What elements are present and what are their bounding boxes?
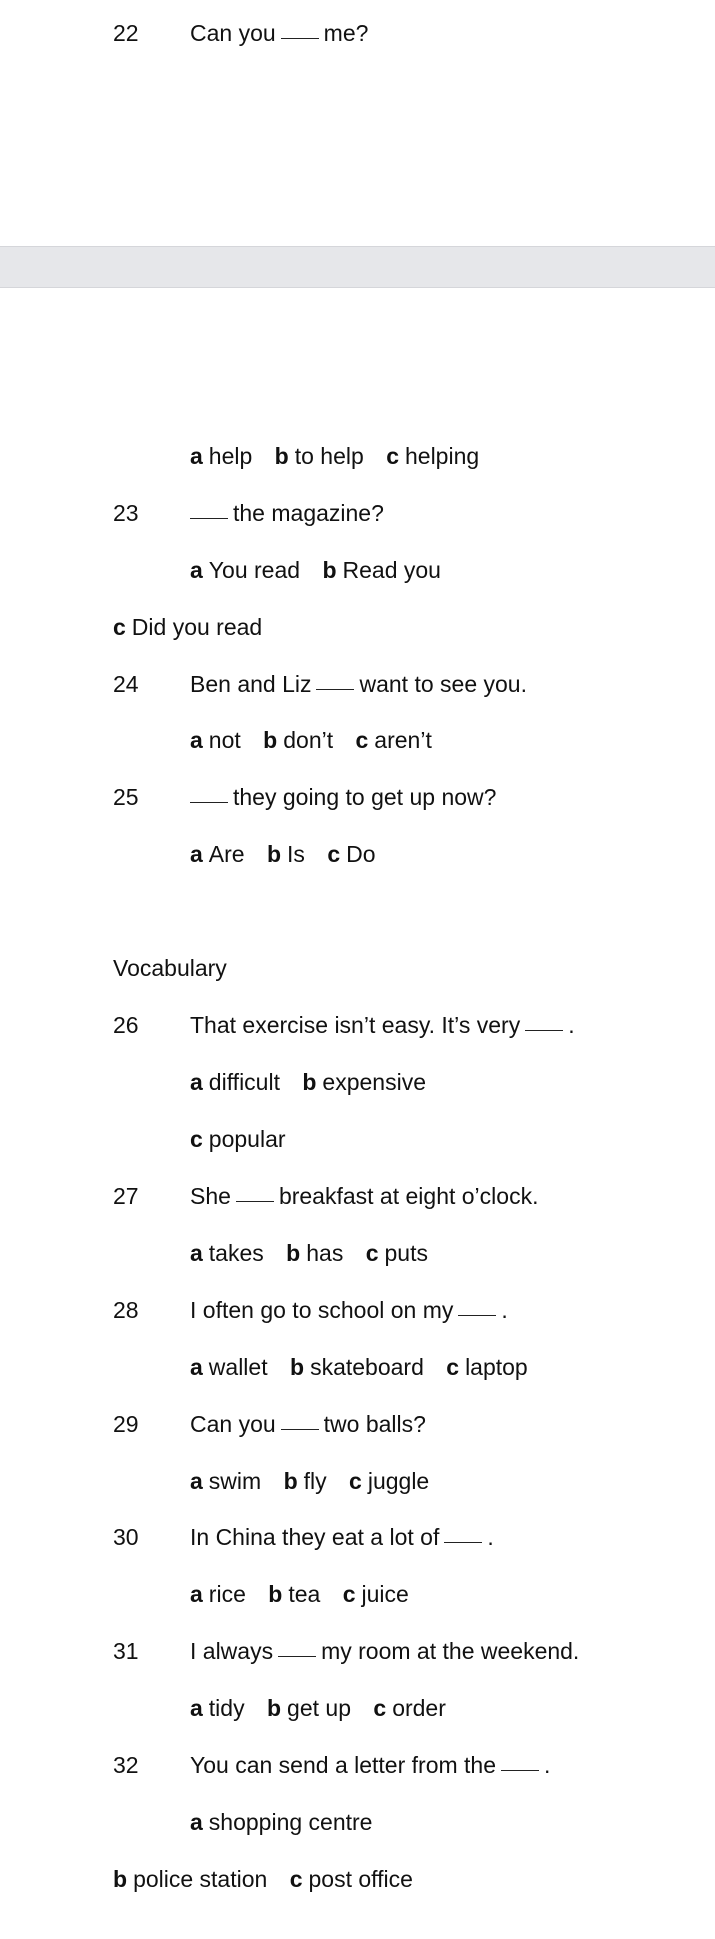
option-a: a takes (190, 1240, 264, 1266)
answer-blank (190, 801, 228, 803)
option-c: c aren’t (355, 727, 432, 753)
answer-blank (525, 1029, 563, 1031)
answer-blank (281, 1428, 319, 1430)
option-list (190, 834, 392, 874)
option-b: b to help (274, 443, 364, 469)
options-29 (0, 1461, 715, 1501)
answer-blank (281, 37, 319, 39)
question-number: 23 (113, 500, 139, 526)
option-a: a Are (190, 841, 245, 867)
option-a: a You read (190, 557, 301, 583)
option-c: c post office (289, 1866, 413, 1892)
option-list (190, 1347, 544, 1387)
option-list (190, 1802, 388, 1842)
answer-blank (444, 1541, 482, 1543)
question-number: 32 (113, 1752, 139, 1778)
option-b: b fly (283, 1468, 327, 1494)
option-b: b Is (266, 841, 305, 867)
options-32-continued (0, 1859, 715, 1899)
question-number: 29 (113, 1411, 139, 1437)
question-number: 31 (113, 1638, 139, 1664)
option-a: a help (190, 443, 253, 469)
question-text: She breakfast at eight o’clock. (190, 1183, 539, 1209)
answer-blank (316, 688, 354, 690)
question-26 (0, 1005, 715, 1045)
option-c: c helping (386, 443, 480, 469)
question-text: they going to get up now? (190, 777, 496, 817)
question-25 (0, 777, 715, 817)
option-b: b expensive (302, 1069, 426, 1095)
answer-blank (190, 517, 228, 519)
option-a: a shopping centre (190, 1809, 373, 1835)
option-c: c laptop (446, 1354, 528, 1380)
question-text: Ben and Liz want to see you. (190, 671, 527, 697)
options-23 (0, 550, 715, 590)
option-a: a rice (190, 1581, 246, 1607)
options-26-continued (0, 1119, 715, 1159)
page-break (0, 246, 715, 288)
options-26 (0, 1062, 715, 1102)
option-b: b get up (266, 1695, 351, 1721)
question-text: I always my room at the weekend. (190, 1638, 580, 1664)
question-31 (0, 1631, 715, 1671)
question-number: 28 (113, 1297, 139, 1323)
option-list (190, 1574, 425, 1614)
question-27 (0, 1176, 715, 1216)
option-list (190, 1233, 444, 1273)
option-list (113, 1859, 429, 1899)
question-text: You can send a letter from the . (190, 1752, 551, 1778)
option-b: b don’t (263, 727, 334, 753)
options-28 (0, 1347, 715, 1387)
question-32 (0, 1745, 715, 1785)
options-25 (0, 834, 715, 874)
option-list (190, 720, 448, 760)
option-a: a wallet (190, 1354, 268, 1380)
answer-blank (278, 1655, 316, 1657)
options-23-continued (0, 607, 715, 647)
option-c: c Do (327, 841, 376, 867)
options-22 (0, 436, 715, 476)
question-text: In China they eat a lot of . (190, 1524, 494, 1550)
question-29 (0, 1404, 715, 1444)
answer-blank (501, 1769, 539, 1771)
question-24 (0, 664, 715, 704)
option-list (190, 1119, 302, 1159)
option-list (190, 436, 495, 476)
option-c: c popular (190, 1126, 286, 1152)
option-list (190, 550, 457, 590)
option-c: c juggle (349, 1468, 430, 1494)
answer-blank (458, 1314, 496, 1316)
question-23 (0, 493, 715, 533)
question-text: That exercise isn’t easy. It’s very . (190, 1012, 575, 1038)
question-number: 25 (113, 784, 139, 810)
option-b: b tea (268, 1581, 321, 1607)
option-c: c order (373, 1695, 446, 1721)
question-30 (0, 1517, 715, 1557)
option-c: c juice (342, 1581, 409, 1607)
option-a: a difficult (190, 1069, 280, 1095)
question-number: 24 (113, 671, 139, 697)
options-30 (0, 1574, 715, 1614)
option-b: b police station (113, 1866, 268, 1892)
question-text: Can you two balls? (190, 1411, 426, 1437)
question-number: 26 (113, 1012, 139, 1038)
option-a: a tidy (190, 1695, 245, 1721)
option-list (190, 1461, 445, 1501)
options-32 (0, 1802, 715, 1842)
question-22 (0, 13, 715, 53)
question-number: 27 (113, 1183, 139, 1209)
option-c: c Did you read (113, 614, 263, 640)
option-list (190, 1688, 462, 1728)
question-text: I often go to school on my . (190, 1297, 508, 1323)
options-31 (0, 1688, 715, 1728)
option-a: a swim (190, 1468, 262, 1494)
option-b: b Read you (322, 557, 441, 583)
option-list (190, 1062, 442, 1102)
question-text: the magazine? (190, 493, 384, 533)
option-b: b has (286, 1240, 344, 1266)
options-24 (0, 720, 715, 760)
option-c: c puts (365, 1240, 428, 1266)
option-a: a not (190, 727, 241, 753)
option-list (113, 607, 278, 647)
question-text: Can you me? (190, 20, 369, 46)
question-number: 22 (113, 20, 139, 46)
answer-blank (236, 1200, 274, 1202)
option-b: b skateboard (290, 1354, 424, 1380)
options-27 (0, 1233, 715, 1273)
section-heading: Vocabulary (113, 955, 227, 981)
question-number: 30 (113, 1524, 139, 1550)
section-heading-row (0, 948, 715, 988)
question-28 (0, 1290, 715, 1330)
